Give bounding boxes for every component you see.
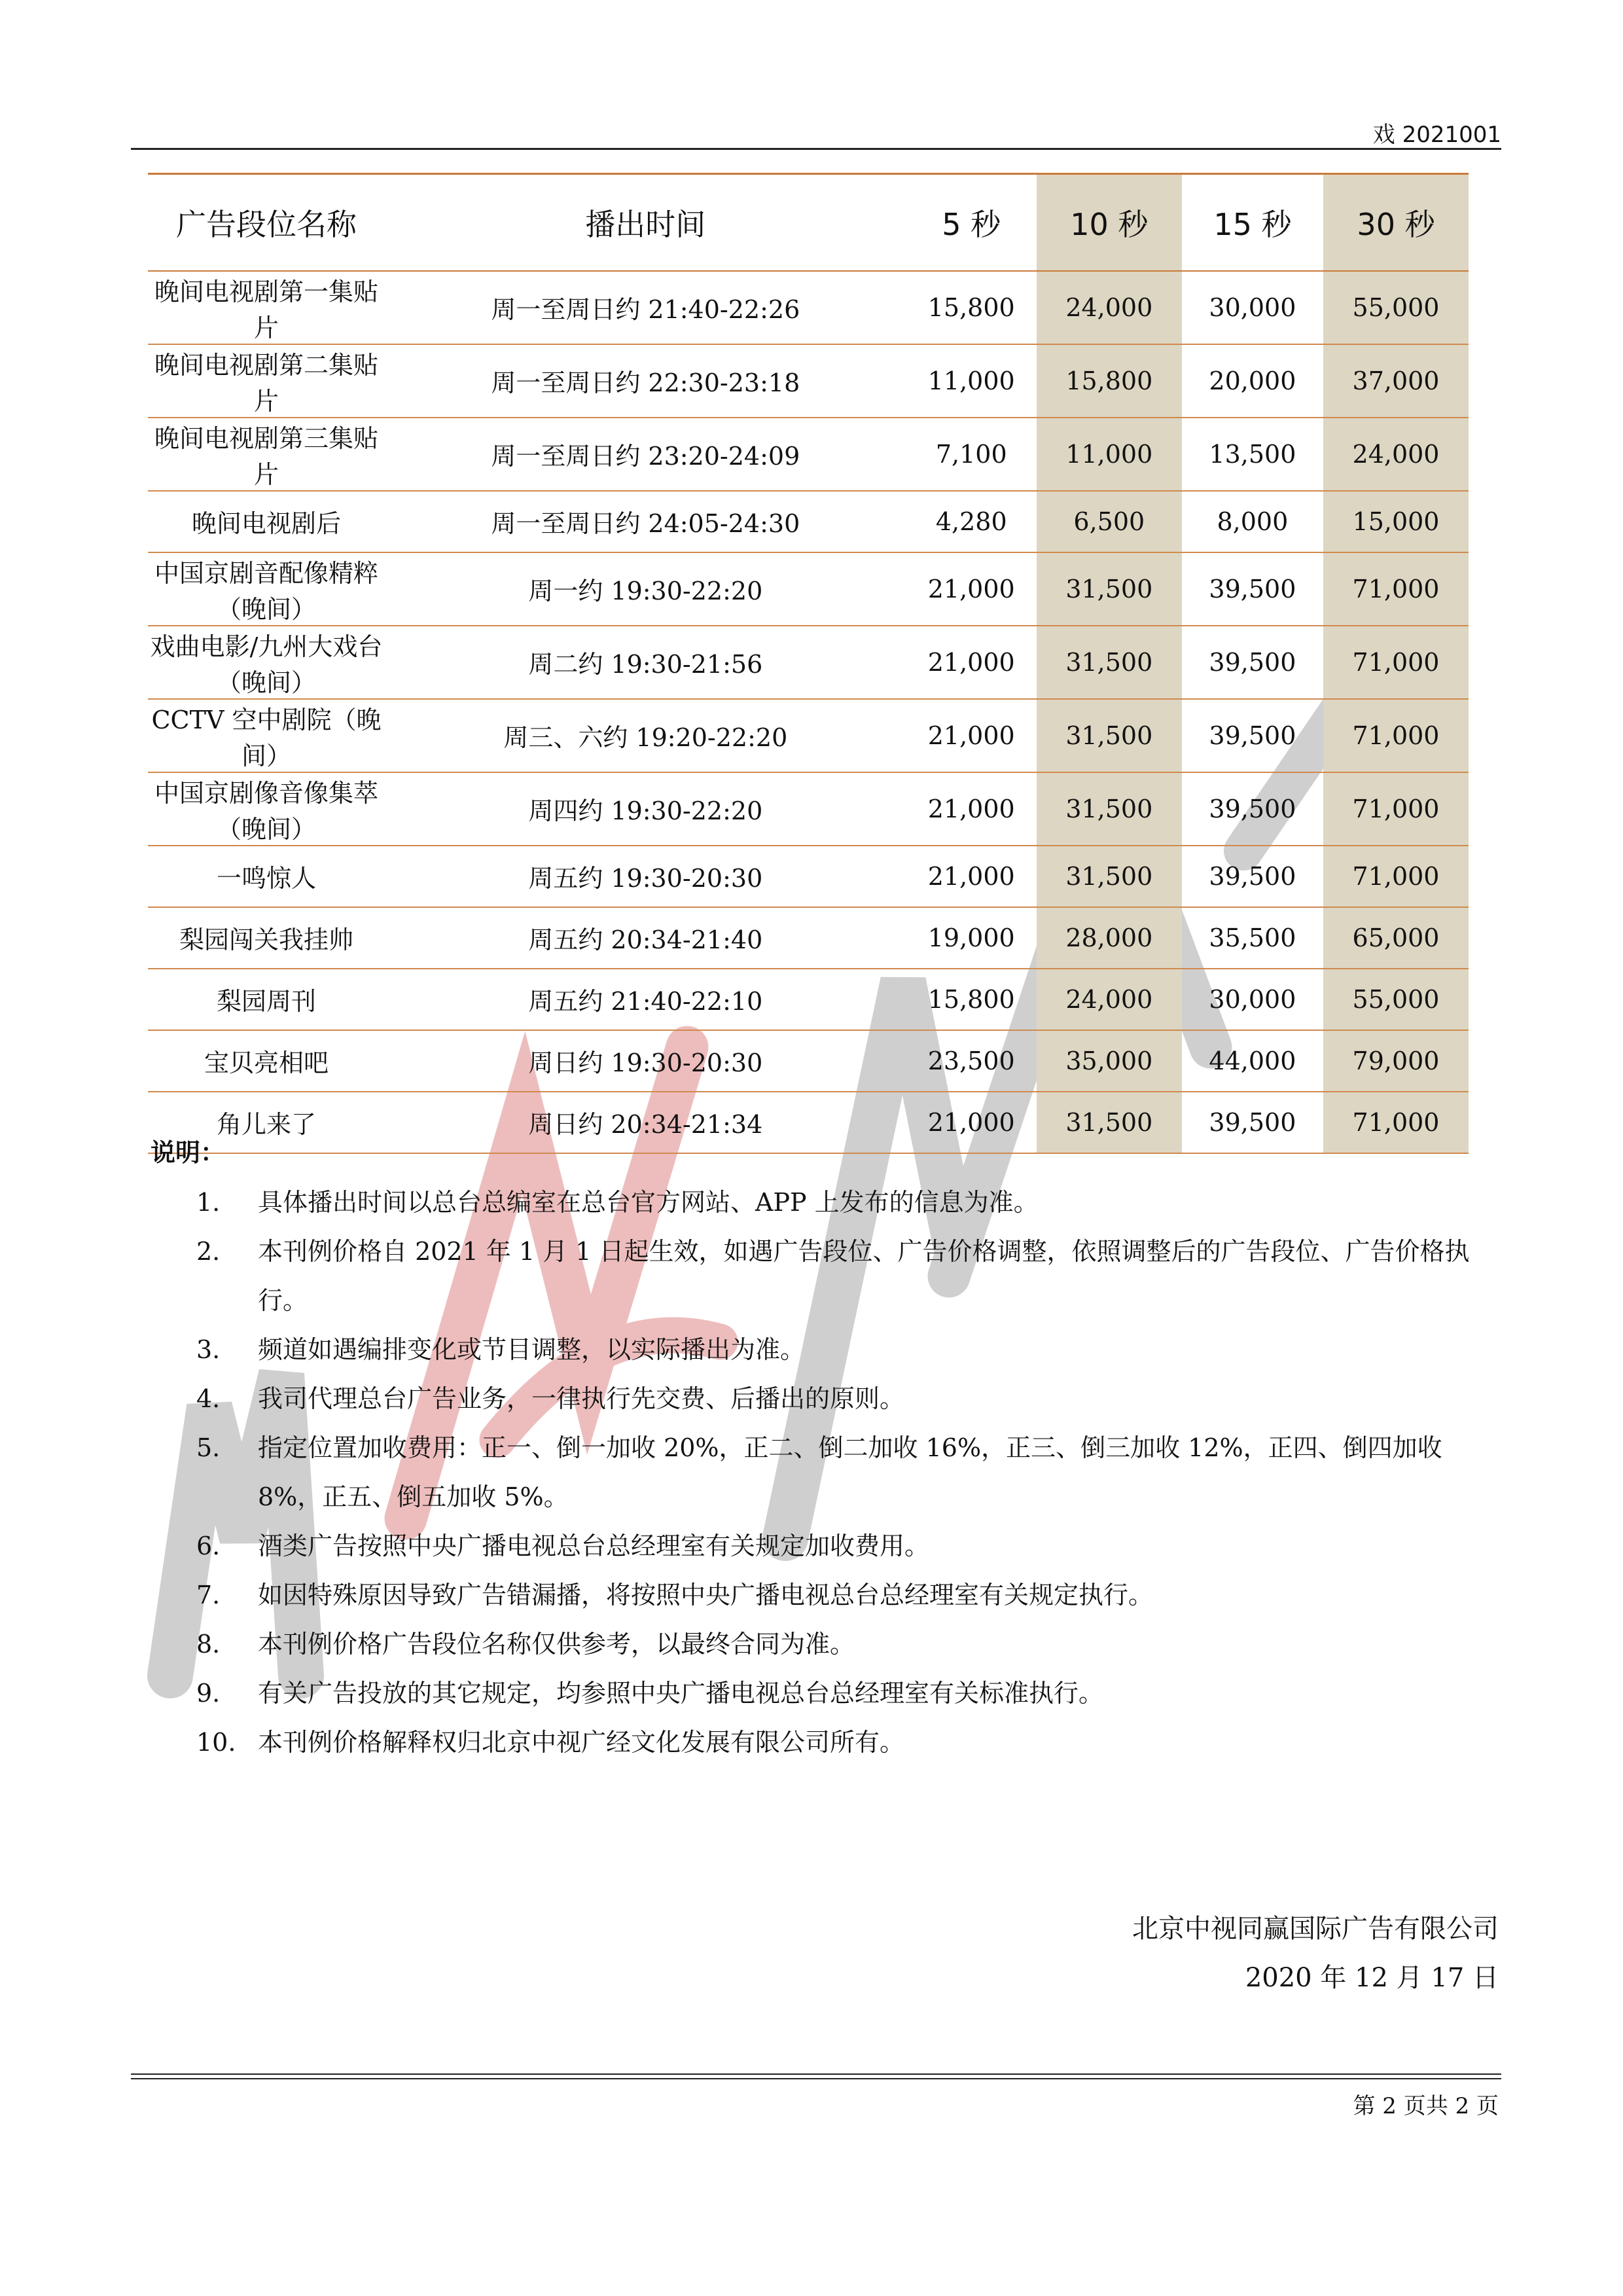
footer-divider — [131, 2078, 1501, 2079]
table-row — [148, 491, 1469, 552]
price-5s-cell: 11,000 — [927, 366, 1015, 395]
price-30s-cell: 71,000 — [1323, 1092, 1469, 1153]
note-item — [196, 1325, 1499, 1374]
price-15s-cell: 39,500 — [1209, 574, 1296, 603]
table-row — [148, 271, 1469, 344]
price-10s-cell: 24,000 — [1037, 271, 1182, 344]
document-code: 戏 2021001 — [1372, 122, 1501, 148]
note-number: 10. — [196, 1728, 236, 1757]
column-header: 5 秒 — [942, 206, 1001, 242]
price-30s-cell: 79,000 — [1323, 1030, 1469, 1092]
footer-divider — [131, 2073, 1501, 2075]
note-item — [196, 1374, 1499, 1424]
air-time-cell: 周五约 19:30-20:30 — [528, 864, 763, 893]
price-30s-cell: 71,000 — [1323, 552, 1469, 626]
price-15s-cell: 39,500 — [1209, 647, 1296, 677]
note-item — [196, 1571, 1499, 1620]
price-30s-cell: 24,000 — [1323, 418, 1469, 491]
note-item — [196, 1178, 1499, 1227]
price-30s-cell: 71,000 — [1323, 626, 1469, 699]
table-row — [148, 552, 1469, 626]
note-item — [196, 1718, 1499, 1767]
air-time-cell: 周一约 19:30-22:20 — [528, 577, 763, 605]
column-header: 广告段位名称 — [175, 206, 357, 242]
note-item — [196, 1227, 1499, 1325]
note-number: 6. — [196, 1532, 221, 1560]
air-time-cell: 周四约 19:30-22:20 — [528, 797, 763, 825]
price-30s-cell: 71,000 — [1323, 772, 1469, 846]
price-30s-cell: 55,000 — [1323, 271, 1469, 344]
air-time-cell: 周日约 19:30-20:30 — [528, 1049, 763, 1077]
air-time-cell: 周五约 20:34-21:40 — [528, 925, 763, 954]
price-5s-cell: 21,000 — [927, 574, 1015, 603]
note-item — [196, 1522, 1499, 1571]
slot-name-cell: 角儿来了 — [216, 1110, 316, 1139]
table-row — [148, 418, 1469, 491]
price-15s-cell: 39,500 — [1209, 1107, 1296, 1137]
price-5s-cell: 21,000 — [927, 721, 1015, 750]
column-header: 30 秒 — [1323, 174, 1469, 271]
price-30s-cell: 71,000 — [1323, 846, 1469, 907]
page-number: 第 2 页共 2 页 — [1353, 2093, 1499, 2119]
note-number: 9. — [196, 1679, 221, 1708]
air-time-cell: 周一至周日约 21:40-22:26 — [491, 295, 800, 324]
price-10s-cell: 31,500 — [1037, 626, 1182, 699]
price-15s-cell: 20,000 — [1209, 366, 1296, 395]
price-15s-cell: 39,500 — [1209, 721, 1296, 750]
note-number: 2. — [196, 1237, 221, 1266]
slot-name-cell: 晚间电视剧第一集贴片 — [154, 277, 378, 342]
table-row — [148, 699, 1469, 772]
air-time-cell: 周三、六约 19:20-22:20 — [503, 723, 788, 752]
slot-name-cell: 晚间电视剧第二集贴片 — [154, 350, 378, 416]
slot-name-cell: 梨园周刊 — [216, 987, 316, 1016]
table-row — [148, 772, 1469, 846]
price-15s-cell: 30,000 — [1209, 984, 1296, 1014]
price-15s-cell: 39,500 — [1209, 861, 1296, 891]
slot-name-cell: 中国京剧音配像精粹（晚间） — [154, 558, 378, 624]
price-5s-cell: 21,000 — [927, 647, 1015, 677]
price-5s-cell: 19,000 — [927, 923, 1015, 952]
slot-name-cell: 梨园闯关我挂帅 — [179, 925, 353, 954]
note-item — [196, 1669, 1499, 1718]
slot-name-cell: 中国京剧像音像集萃（晚间） — [154, 778, 378, 844]
issue-date: 2020 年 12 月 17 日 — [1245, 1963, 1499, 1993]
note-text: 如因特殊原因导致广告错漏播，将按照中央广播电视总台总经理室有关规定执行。 — [258, 1581, 1154, 1609]
table-row — [148, 1030, 1469, 1092]
price-5s-cell: 4,280 — [935, 507, 1007, 536]
note-number: 1. — [196, 1188, 221, 1217]
price-10s-cell: 31,500 — [1037, 772, 1182, 846]
notes-list — [196, 1178, 1499, 1767]
price-30s-cell: 15,000 — [1323, 491, 1469, 552]
table-row — [148, 1092, 1469, 1153]
note-item — [196, 1424, 1499, 1522]
air-time-cell: 周日约 20:34-21:34 — [528, 1110, 763, 1139]
slot-name-cell: 晚间电视剧第三集贴片 — [154, 423, 378, 489]
notes-title: 说明： — [151, 1138, 226, 1167]
slot-name-cell: 一鸣惊人 — [216, 864, 316, 893]
table-row — [148, 344, 1469, 418]
price-15s-cell: 13,500 — [1209, 439, 1296, 469]
table-header-row — [148, 174, 1469, 271]
column-header: 播出时间 — [585, 206, 706, 242]
price-5s-cell: 15,800 — [927, 293, 1015, 322]
rate-table — [148, 173, 1469, 1154]
note-text: 酒类广告按照中央广播电视总台总经理室有关规定加收费用。 — [258, 1532, 930, 1560]
note-text: 我司代理总台广告业务，一律执行先交费、后播出的原则。 — [258, 1384, 905, 1413]
table-row — [148, 846, 1469, 907]
price-10s-cell: 15,800 — [1037, 344, 1182, 418]
note-text: 本刊例价格广告段位名称仅供参考，以最终合同为准。 — [258, 1630, 855, 1659]
air-time-cell: 周一至周日约 23:20-24:09 — [491, 442, 800, 471]
column-header: 15 秒 — [1213, 206, 1292, 242]
table-row — [148, 969, 1469, 1030]
price-5s-cell: 23,500 — [927, 1046, 1015, 1075]
price-30s-cell: 65,000 — [1323, 907, 1469, 969]
price-10s-cell: 31,500 — [1037, 552, 1182, 626]
note-text: 有关广告投放的其它规定，均参照中央广播电视总台总经理室有关标准执行。 — [258, 1679, 1104, 1708]
note-number: 3. — [196, 1335, 221, 1364]
note-text: 具体播出时间以总台总编室在总台官方网站、APP 上发布的信息为准。 — [258, 1188, 1039, 1217]
note-number: 7. — [196, 1581, 221, 1609]
price-5s-cell: 15,800 — [927, 984, 1015, 1014]
price-30s-cell: 71,000 — [1323, 699, 1469, 772]
note-number: 4. — [196, 1384, 221, 1413]
price-5s-cell: 21,000 — [927, 861, 1015, 891]
table-row — [148, 907, 1469, 969]
slot-name-cell: 晚间电视剧后 — [191, 509, 341, 538]
price-15s-cell: 8,000 — [1217, 507, 1289, 536]
price-10s-cell: 31,500 — [1037, 699, 1182, 772]
note-text: 频道如遇编排变化或节目调整，以实际播出为准。 — [258, 1335, 806, 1364]
note-text: 指定位置加收费用：正一、倒一加收 20%，正二、倒二加收 16%，正三、倒三加收 12%，正四、倒四加收 8%，正五、倒五加收 5%。 — [258, 1433, 1442, 1511]
price-15s-cell: 35,500 — [1209, 923, 1296, 952]
price-10s-cell: 28,000 — [1037, 907, 1182, 969]
price-30s-cell: 37,000 — [1323, 344, 1469, 418]
price-10s-cell: 24,000 — [1037, 969, 1182, 1030]
price-5s-cell: 21,000 — [927, 794, 1015, 823]
price-10s-cell: 31,500 — [1037, 1092, 1182, 1153]
air-time-cell: 周五约 21:40-22:10 — [528, 987, 763, 1016]
header-divider — [131, 148, 1501, 150]
note-number: 5. — [196, 1433, 221, 1462]
price-10s-cell: 31,500 — [1037, 846, 1182, 907]
note-number: 8. — [196, 1630, 221, 1659]
air-time-cell: 周一至周日约 24:05-24:30 — [491, 509, 800, 538]
price-10s-cell: 35,000 — [1037, 1030, 1182, 1092]
price-15s-cell: 44,000 — [1209, 1046, 1296, 1075]
company-name: 北京中视同赢国际广告有限公司 — [1132, 1914, 1499, 1944]
slot-name-cell: 宝贝亮相吧 — [204, 1049, 329, 1077]
slot-name-cell: 戏曲电影/九州大戏台（晚间） — [150, 632, 383, 697]
price-10s-cell: 11,000 — [1037, 418, 1182, 491]
column-header: 10 秒 — [1037, 174, 1182, 271]
price-10s-cell: 6,500 — [1037, 491, 1182, 552]
price-15s-cell: 30,000 — [1209, 293, 1296, 322]
air-time-cell: 周一至周日约 22:30-23:18 — [491, 368, 800, 397]
note-item — [196, 1620, 1499, 1669]
note-text: 本刊例价格自 2021 年 1 月 1 日起生效，如遇广告段位、广告价格调整，依照调整后的广告段位、广告价格执行。 — [258, 1237, 1470, 1315]
price-5s-cell: 7,100 — [935, 439, 1007, 469]
note-text: 本刊例价格解释权归北京中视广经文化发展有限公司所有。 — [258, 1728, 905, 1757]
price-5s-cell: 21,000 — [927, 1107, 1015, 1137]
air-time-cell: 周二约 19:30-21:56 — [528, 650, 763, 679]
price-30s-cell: 55,000 — [1323, 969, 1469, 1030]
slot-name-cell: CCTV 空中剧院（晚间） — [151, 705, 382, 770]
price-15s-cell: 39,500 — [1209, 794, 1296, 823]
table-row — [148, 626, 1469, 699]
